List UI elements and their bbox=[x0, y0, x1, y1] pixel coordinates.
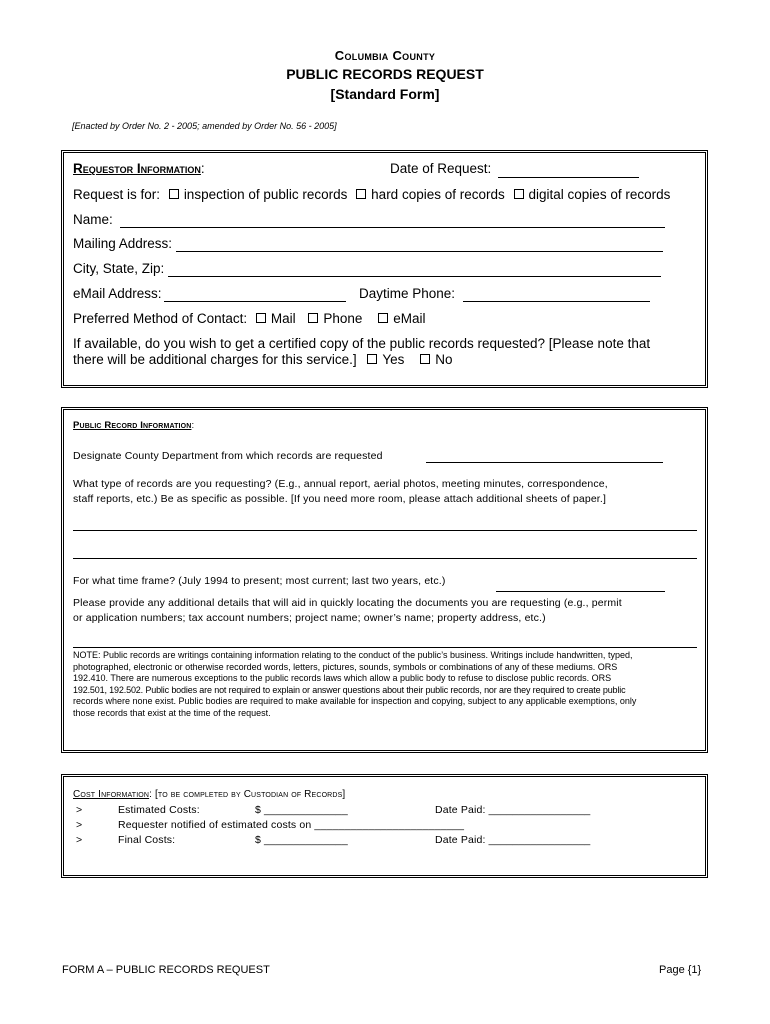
additional-details-line2: or application numbers; tax account numbers; project name; owner’s name; property address, etc.) bbox=[73, 612, 546, 624]
time-frame-field[interactable] bbox=[496, 591, 665, 592]
bullet: > bbox=[76, 804, 83, 816]
contact-email-label: eMail bbox=[393, 311, 426, 326]
certified-yes-checkbox[interactable] bbox=[367, 354, 377, 364]
contact-mail-checkbox[interactable] bbox=[256, 313, 266, 323]
contact-phone-label: Phone bbox=[323, 311, 363, 326]
digital-copies-option-label: digital copies of records bbox=[528, 187, 671, 202]
inspection-checkbox[interactable] bbox=[169, 189, 179, 199]
county-name: Columbia County bbox=[334, 48, 436, 63]
time-frame-label: For what time frame? (July 1994 to present; most current; last two years, etc.) bbox=[73, 575, 446, 587]
footer-page-number: Page {1} bbox=[659, 964, 702, 976]
note-line: photographed, electronic or otherwise recorded words, letters, pictures, sounds, symbols or combinations of any of these mediums. ORS bbox=[73, 661, 618, 672]
note-line: 192.410. There are numerous exceptions to the public records laws which allow a public body to refuse to disclose public records. ORS bbox=[73, 673, 612, 683]
email-field[interactable] bbox=[164, 301, 346, 302]
date-paid-final-field[interactable]: Date Paid: _________________ bbox=[435, 834, 591, 846]
estimated-costs-label: Estimated Costs: bbox=[118, 804, 200, 816]
preferred-contact-row bbox=[73, 311, 425, 326]
cost-section-heading: Cost Information: [to be completed by Custodian of Records] bbox=[73, 789, 346, 800]
enacted-note: [Enacted by Order No. 2 - 2005; amended by Order No. 56 - 2005] bbox=[72, 121, 337, 131]
certified-no-checkbox[interactable] bbox=[420, 354, 430, 364]
mailing-address-field[interactable] bbox=[176, 251, 663, 252]
certified-copy-row bbox=[73, 352, 452, 367]
public-records-note bbox=[73, 650, 703, 719]
estimated-costs-field[interactable]: $ ______________ bbox=[255, 804, 348, 816]
final-costs-label: Final Costs: bbox=[118, 834, 176, 846]
date-of-request-label: Date of Request: bbox=[390, 161, 492, 176]
record-type-field-line2[interactable] bbox=[73, 558, 697, 559]
note-divider bbox=[73, 647, 697, 648]
city-state-zip-field[interactable] bbox=[168, 276, 661, 277]
form-title: PUBLIC RECORDS REQUEST bbox=[286, 66, 484, 82]
public-record-section-heading: Public Record Information: bbox=[73, 420, 195, 431]
certified-copy-question-line1: If available, do you wish to get a certified copy of the public records requested? [Please note that bbox=[73, 336, 651, 351]
contact-mail-label: Mail bbox=[270, 311, 296, 326]
hard-copies-checkbox[interactable] bbox=[356, 189, 366, 199]
digital-copies-checkbox[interactable] bbox=[514, 189, 524, 199]
department-field[interactable] bbox=[426, 462, 663, 463]
bullet: > bbox=[76, 819, 83, 831]
request-for-label: Request is for: bbox=[73, 187, 161, 202]
contact-email-checkbox[interactable] bbox=[378, 313, 388, 323]
record-type-field-line1[interactable] bbox=[73, 530, 697, 531]
daytime-phone-label: Daytime Phone: bbox=[359, 286, 456, 301]
bullet: > bbox=[76, 834, 83, 846]
preferred-contact-label: Preferred Method of Contact: bbox=[73, 311, 248, 326]
requester-notified-field[interactable]: Requester notified of estimated costs on _________________________ bbox=[118, 819, 465, 831]
note-line: those records that exist at the time of the request. bbox=[73, 707, 271, 718]
record-type-question-line2: staff reports, etc.) Be as specific as possible. [If you need more room, please attach additional sheets of paper.] bbox=[73, 493, 607, 505]
name-field[interactable] bbox=[120, 227, 665, 228]
daytime-phone-field[interactable] bbox=[463, 301, 650, 302]
note-line: 192.501, 192.502. Public bodies are not required to explain or answer questions about their public records, nor are they required to create public bbox=[73, 684, 626, 695]
note-line: NOTE: Public records are writings containing information relating to the conduct of the public’s business. Writings include handwritten, typed, bbox=[73, 650, 633, 660]
form-subtitle: [Standard Form] bbox=[330, 86, 440, 102]
note-line: records where none exist. Public bodies are required to make available for inspection and copying, subject to any applicable exemptions, only bbox=[73, 696, 637, 706]
hard-copies-option-label: hard copies of records bbox=[371, 187, 505, 202]
contact-phone-checkbox[interactable] bbox=[308, 313, 318, 323]
name-label: Name: bbox=[73, 212, 113, 227]
date-of-request-field[interactable] bbox=[498, 177, 639, 178]
final-costs-field[interactable]: $ ______________ bbox=[255, 834, 348, 846]
certified-no-label: No bbox=[435, 352, 453, 367]
footer-form-name: FORM A – PUBLIC RECORDS REQUEST bbox=[62, 964, 270, 976]
city-state-zip-label: City, State, Zip: bbox=[73, 261, 165, 276]
department-label: Designate County Department from which records are requested bbox=[73, 450, 383, 462]
email-label: eMail Address: bbox=[73, 286, 162, 301]
date-paid-estimated-field[interactable]: Date Paid: _________________ bbox=[435, 804, 591, 816]
certified-yes-label: Yes bbox=[382, 352, 405, 367]
requestor-section-heading: Requestor Information: bbox=[73, 161, 205, 176]
record-type-question-line1: What type of records are you requesting? (E.g., annual report, aerial photos, meeting minutes, correspondence, bbox=[73, 478, 608, 490]
additional-details-line1: Please provide any additional details that will aid in quickly locating the documents you are requesting (e.g., permit bbox=[73, 597, 622, 609]
inspection-option-label: inspection of public records bbox=[183, 187, 348, 202]
request-type-row bbox=[73, 187, 670, 202]
certified-copy-question-line2: there will be additional charges for this service.] bbox=[73, 352, 357, 367]
mailing-address-label: Mailing Address: bbox=[73, 236, 173, 251]
